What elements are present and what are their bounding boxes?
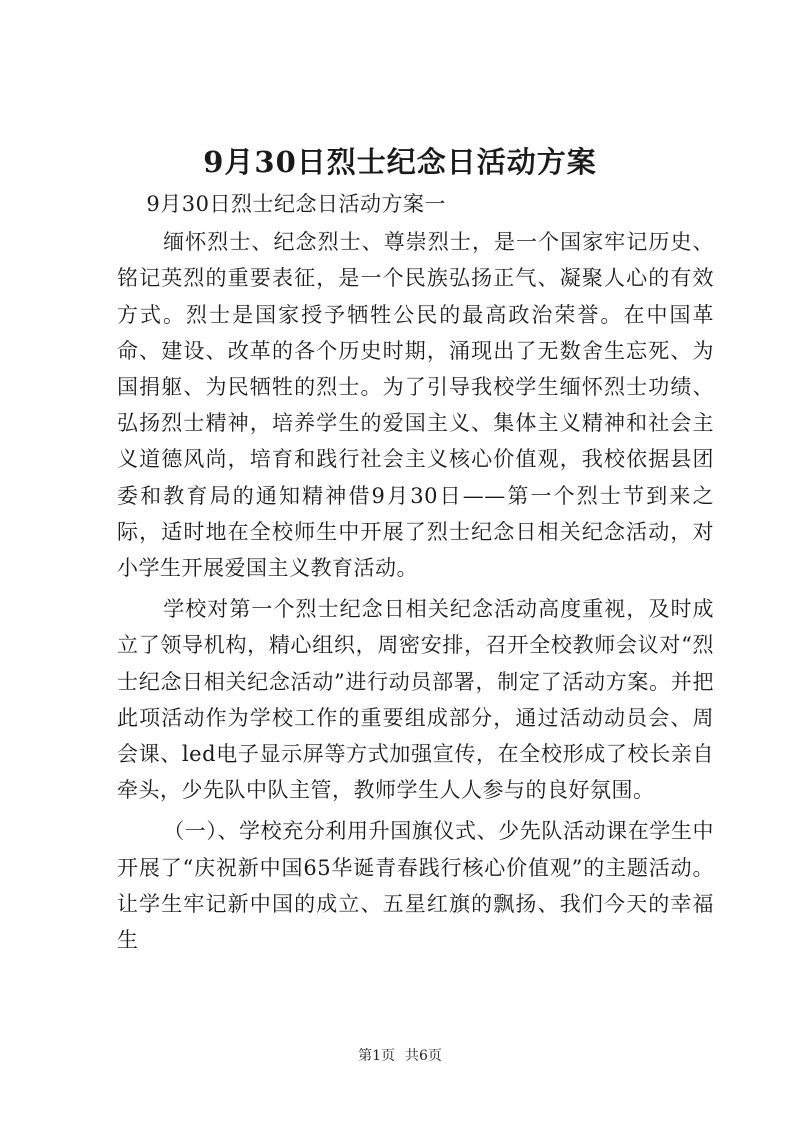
paragraph-3: （一）、学校充分利用升国旗仪式、少先队活动课在学生中开展了“庆祝新中国65华诞青春践行核心价值观”的主题活动。让学生牢记新中国的成立、五星红旗的飘扬、我们今天的幸福生	[117, 819, 714, 953]
page-number: 第1页	[358, 1048, 395, 1064]
document-title: 9月30日烈士纪念日活动方案	[203, 145, 597, 179]
document-body	[117, 186, 714, 958]
section-subtitle: 9月30日烈士纪念日活动方案一	[146, 192, 446, 216]
page-total: 共6页	[405, 1048, 442, 1064]
page-footer	[0, 1046, 800, 1066]
paragraph-2: 学校对第一个烈士纪念日相关纪念活动高度重视，及时成立了领导机构，精心组织，周密安排，召开全校教师会议对“烈士纪念日相关纪念活动”进行动员部署，制定了活动方案。并把此项活动作为学校工作的重要组成部分，通过活动动员会、周会课、led电子显示屏等方式加强宣传，在全校形成了校长亲自牵头，少先队中队主管，教师学生人人参与的良好氛围。	[117, 597, 714, 803]
paragraph-1: 缅怀烈士、纪念烈士、尊崇烈士，是一个国家牢记历史、铭记英烈的重要表征，是一个民族弘扬正气、凝聚人心的有效方式。烈士是国家授予牺牲公民的最高政治荣誉。在中国革命、建设、改革的各个历史时期，涌现出了无数舍生忘死、为国捐躯、为民牺牲的烈士。为了引导我校学生缅怀烈士功绩、弘扬烈士精神，培养学生的爱国主义、集体主义精神和社会主义道德风尚，培育和践行社会主义核心价值观，我校依据县团委和教育局的通知精神借9月30日——第一个烈士节到来之际，适时地在全校师生中开展了烈士纪念日相关纪念活动，对小学生开展爱国主义教育活动。	[117, 230, 714, 581]
